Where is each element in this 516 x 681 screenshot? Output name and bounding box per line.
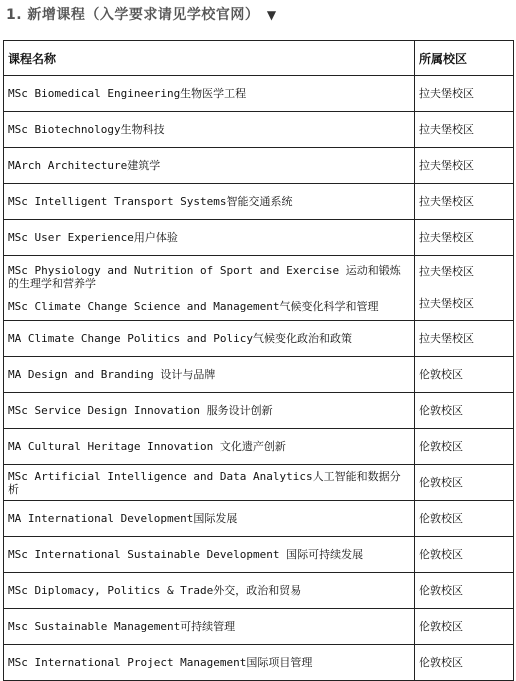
table-row bbox=[4, 393, 514, 429]
courses-table bbox=[3, 40, 514, 681]
campus-cell: 伦敦校区 bbox=[415, 573, 514, 609]
course-name-cell: MArch Architecture建筑学 bbox=[4, 148, 415, 184]
course-name-cell-merged bbox=[4, 256, 415, 321]
campus-cell: 伦敦校区 bbox=[415, 465, 514, 501]
table-header-row bbox=[4, 41, 514, 76]
table-row bbox=[4, 537, 514, 573]
course-name-cell: Msc Sustainable Management可持续管理 bbox=[4, 609, 415, 645]
course-name-cell: MSc International Project Management国际项目管理 bbox=[4, 645, 415, 681]
course-name-cell: MA Design and Branding 设计与品牌 bbox=[4, 357, 415, 393]
campus-cell: 拉夫堡校区 bbox=[415, 220, 514, 256]
table-row bbox=[4, 76, 514, 112]
course-name-cell: MSc Artificial Intelligence and Data Analytics人工智能和数据分析 bbox=[4, 465, 415, 501]
table-row bbox=[4, 609, 514, 645]
section-title bbox=[6, 4, 277, 26]
course-name-cell: MA Climate Change Politics and Policy气候变化政治和政策 bbox=[4, 321, 415, 357]
table-row bbox=[4, 220, 514, 256]
header-campus: 所属校区 bbox=[415, 41, 514, 76]
table-row bbox=[4, 321, 514, 357]
campus-cell: 伦敦校区 bbox=[415, 501, 514, 537]
campus-cell-merged bbox=[415, 256, 514, 321]
course-name-cell: MSc Biomedical Engineering生物医学工程 bbox=[4, 76, 415, 112]
table-row-merged bbox=[4, 256, 514, 321]
header-course-name: 课程名称 bbox=[4, 41, 415, 76]
course-name-cell: MA International Development国际发展 bbox=[4, 501, 415, 537]
table-row bbox=[4, 429, 514, 465]
course-name-line: MSc Climate Change Science and Management气候变化科学和管理 bbox=[8, 299, 379, 313]
campus-cell: 伦敦校区 bbox=[415, 429, 514, 465]
campus-cell: 伦敦校区 bbox=[415, 609, 514, 645]
table-row bbox=[4, 184, 514, 220]
course-name-cell: MSc Service Design Innovation 服务设计创新 bbox=[4, 393, 415, 429]
campus-cell: 伦敦校区 bbox=[415, 645, 514, 681]
course-name-cell: MA Cultural Heritage Innovation 文化遗产创新 bbox=[4, 429, 415, 465]
campus-line: 拉夫堡校区 bbox=[419, 265, 474, 278]
triangle-down-icon: ▼ bbox=[266, 8, 277, 22]
section-title-text: 1. 新增课程（入学要求请见学校官网） bbox=[6, 7, 260, 23]
campus-cell: 伦敦校区 bbox=[415, 393, 514, 429]
campus-cell: 拉夫堡校区 bbox=[415, 76, 514, 112]
table-row bbox=[4, 501, 514, 537]
table-row bbox=[4, 148, 514, 184]
course-name-cell: MSc International Sustainable Development 国际可持续发展 bbox=[4, 537, 415, 573]
table-row bbox=[4, 465, 514, 501]
course-name-cell: MSc User Experience用户体验 bbox=[4, 220, 415, 256]
campus-cell: 伦敦校区 bbox=[415, 537, 514, 573]
table-row bbox=[4, 573, 514, 609]
campus-cell: 拉夫堡校区 bbox=[415, 184, 514, 220]
table-row bbox=[4, 645, 514, 681]
campus-cell: 拉夫堡校区 bbox=[415, 112, 514, 148]
campus-line: 拉夫堡校区 bbox=[419, 297, 474, 310]
course-name-cell: MSc Intelligent Transport Systems智能交通系统 bbox=[4, 184, 415, 220]
table-row bbox=[4, 357, 514, 393]
table-row bbox=[4, 112, 514, 148]
course-name-line: MSc Physiology and Nutrition of Sport and Exercise 运动和锻炼的生理学和营养学 bbox=[8, 263, 401, 290]
campus-cell: 伦敦校区 bbox=[415, 357, 514, 393]
campus-cell: 拉夫堡校区 bbox=[415, 321, 514, 357]
course-name-cell: MSc Diplomacy, Politics & Trade外交，政治和贸易 bbox=[4, 573, 415, 609]
campus-cell: 拉夫堡校区 bbox=[415, 148, 514, 184]
course-name-cell: MSc Biotechnology生物科技 bbox=[4, 112, 415, 148]
